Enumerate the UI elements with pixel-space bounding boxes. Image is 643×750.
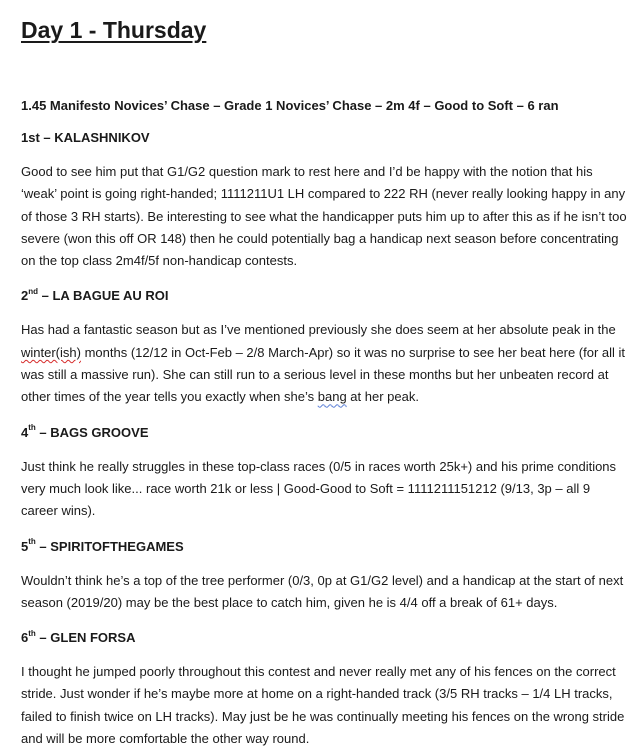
spellcheck-flagged-word[interactable]: winter(ish)	[21, 344, 81, 360]
race-heading: 1.45 Manifesto Novices’ Chase – Grade 1 Novices’ Chase – 2m 4f – Good to Soft – 6 ran	[21, 98, 559, 113]
horse-name: KALASHNIKOV	[54, 130, 150, 145]
entry-text-part: months (12/12 in Oct-Feb – 2/8 March-Apr) so it was no surprise to see her beat here (for all it was still a massive run). She can still run to a serious level in these months but her unbeaten record at other times of the year tells you exactly when she’s	[21, 344, 626, 405]
position-label: 2	[21, 288, 29, 304]
result-heading-2nd	[21, 287, 627, 305]
separator: –	[35, 538, 51, 554]
horse-name: LA BAGUE AU ROI	[52, 288, 169, 304]
result-heading-5th	[21, 538, 627, 556]
ordinal-suffix: th	[28, 423, 36, 433]
position-label: 1st	[21, 130, 40, 145]
result-heading-1st	[21, 129, 627, 147]
horse-name: SPIRITOFTHEGAMES	[50, 538, 184, 554]
ordinal-suffix: th	[28, 537, 36, 547]
position-label: 5	[21, 538, 29, 554]
ordinal-suffix: th	[28, 628, 36, 638]
grammar-flagged-word[interactable]: bang	[317, 389, 347, 405]
horse-name: BAGS GROOVE	[50, 424, 149, 440]
position-label: 4	[21, 424, 29, 440]
entry-text: Wouldn’t think he’s a top of the tree performer (0/3, 0p at G1/G2 level) and a handicap at the start of next season (2019/20) may be the best place to catch him, given he is 4/4 off a break of 61+ days.	[21, 572, 624, 610]
separator: –	[38, 288, 53, 304]
entry-text	[21, 319, 627, 408]
separator: –	[35, 424, 51, 440]
result-heading-4th	[21, 424, 627, 442]
separator: –	[35, 630, 51, 646]
entry-text: I thought he jumped poorly throughout this contest and never really met any of his fences on the correct stride. Just wonder if he’s maybe more at home on a right-handed track (3/5 RH tracks – 1/4 LH tracks, failed to finish twice on LH tracks). May just be he was continually meeting his fences on the wrong stride and will be more comfortable the other way round.	[21, 664, 625, 747]
entry-text: Just think he really struggles in these top-class races (0/5 in races worth 25k+) and his prime conditions very much look like... race worth 21k or less | Good-Good to Soft = 1111211151212 (9/13, 3p – all 9 career wins).	[21, 458, 617, 519]
entry-text: Good to see him put that G1/G2 question mark to rest here and I’d be happy with the notion that his ‘weak’ point is going right-handed; 1111211U1 LH compared to 222 RH (never really looking happy in any of those 3 RH starts). Be interesting to see what the handicapper puts him up to after this as if he isn’t too severe (won this off OR 148) then he could potentially bag a handicap next season before concentrating on the top class 2m4f/5f non-handicap contests.	[21, 164, 627, 269]
page-title: Day 1 - Thursday	[21, 17, 207, 43]
entry-text-part: at her peak.	[346, 389, 419, 405]
result-heading-6th	[21, 629, 627, 647]
separator: –	[39, 130, 55, 145]
horse-name: GLEN FORSA	[50, 630, 136, 646]
position-label: 6	[21, 630, 29, 646]
entry-text-part: Has had a fantastic season but as I’ve mentioned previously she does seem at her absolute peak in the	[21, 322, 616, 338]
ordinal-suffix: nd	[28, 287, 39, 297]
